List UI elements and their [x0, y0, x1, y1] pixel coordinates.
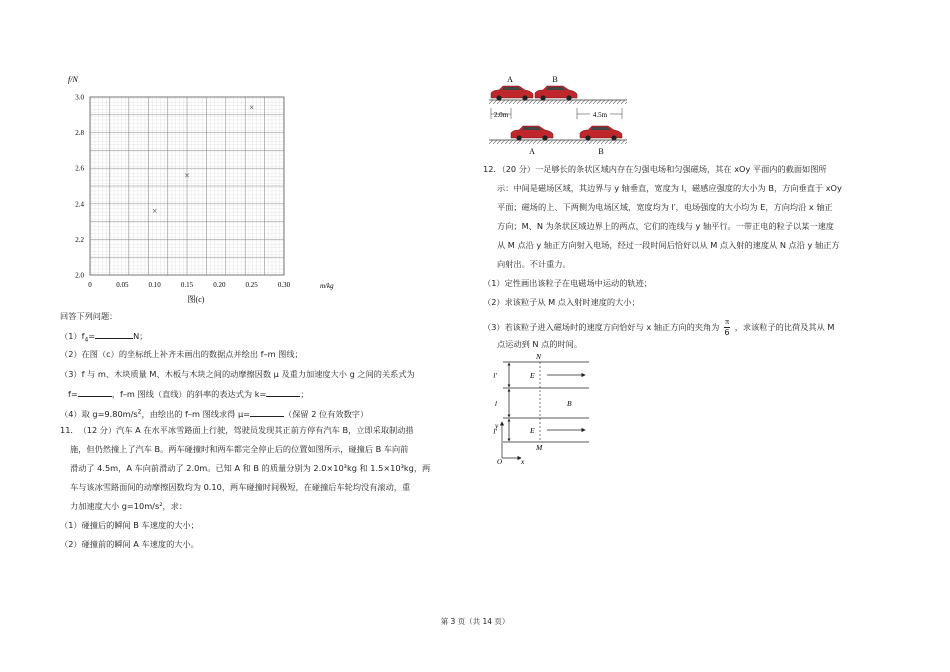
- car-b-bottom: [580, 126, 622, 141]
- fraction-numerator: π: [724, 317, 730, 326]
- y-tick-label: 3.0: [75, 93, 84, 102]
- dist-b-label: 4.5m: [592, 111, 608, 119]
- y-tick-label: 2.2: [75, 235, 84, 244]
- b-label: B: [567, 399, 572, 408]
- car-b-top: [535, 86, 577, 101]
- car-b-label: B: [552, 75, 558, 84]
- q10-part1-prefix: （1）f: [60, 331, 85, 341]
- q10-part2: （2）在图（c）的坐标纸上补齐未画出的数据点并绘出 f–m 图线；: [60, 349, 303, 359]
- car-a-top: [491, 86, 533, 101]
- answer-blank[interactable]: [250, 408, 284, 417]
- q12-sub3-line2: 点运动到 N 点的时间。: [497, 339, 583, 349]
- x-tick-label: 0.20: [213, 281, 226, 289]
- car-a-label: A: [507, 75, 513, 84]
- q10-part1: [60, 330, 147, 344]
- q12-line: 示：中间是磁场区域，其边界与 y 轴垂直，宽度为 l，磁感应强度的大小为 B，方向垂直于 xOy: [497, 183, 842, 193]
- answer-blank[interactable]: [266, 388, 300, 397]
- fraction-denominator: 6: [724, 326, 730, 337]
- x-tick-label: 0: [88, 281, 92, 289]
- q11-line: 11． （12 分）汽车 A 在水平冰雪路面上行驶，驾驶员发现其正前方停有汽车 B，立即采取制动措: [60, 425, 414, 435]
- graph-caption: 图(c): [187, 295, 205, 304]
- q11-line: 滑动了 4.5m，A 车向前滑动了 2.0m。已知 A 和 B 的质量分别为 2.0×10³kg 和 1.5×10³kg，两: [70, 463, 431, 473]
- q12-sub3: [483, 317, 834, 338]
- x-axis-label: x: [521, 457, 525, 465]
- q12-line: 向射出。不计重力。: [497, 259, 571, 269]
- q12-line: 方向；M、N 为条状区域边界上的两点，它们的连线与 y 轴平行。一带正电的粒子以某一速度: [497, 221, 834, 231]
- dist-a-label: 2.0m: [493, 111, 509, 119]
- point-n-label: N: [536, 352, 542, 361]
- f-m-graph: [60, 70, 360, 310]
- l-label: l: [494, 399, 497, 408]
- cars-figure: [485, 72, 630, 157]
- q10-part3-line1: （3）f 与 m、木块质量 M、木板与木块之间的动摩擦因数 μ 及重力加速度大小 g 之间的关系式为: [60, 369, 415, 379]
- q10-part3-a: f=: [68, 389, 78, 399]
- x-tick-label: 0.15: [180, 281, 194, 289]
- y-tick-label: 2.0: [75, 271, 84, 280]
- q11-line: 车与该冰雪路面间的动摩擦因数均为 0.10，两车碰撞时间极短，在碰撞后车轮均没有滚动，重: [70, 482, 411, 492]
- q12-sub3-b: ，求该粒子的比荷及其从 M: [734, 321, 835, 332]
- q12-line: 平面；磁场的上、下两侧为电场区域，宽度均为 l′，电场强度的大小均为 E，方向均沿 x 轴正: [497, 202, 833, 212]
- data-point: ×: [152, 205, 158, 216]
- answer-blank[interactable]: [78, 388, 112, 397]
- data-point: ×: [249, 102, 255, 113]
- q10-part1-sub: 4: [84, 336, 89, 344]
- q10-intro: 回答下列问题：: [60, 311, 118, 321]
- x-tick-label: 0.25: [245, 281, 258, 289]
- q10-part4: [60, 408, 368, 420]
- answer-blank[interactable]: [95, 330, 133, 339]
- q12-sub1: （1）定性画出该粒子在电磁场中运动的轨迹；: [483, 278, 652, 288]
- y-tick-label: 2.6: [75, 164, 84, 173]
- x-tick-label: 0.05: [116, 281, 129, 289]
- q12-line: 从 M 点沿 y 轴正方向射入电场，经过一段时间后恰好以从 M 点入射的速度从 N 点沿 y 轴正方: [497, 240, 840, 250]
- l-prime-top-label: l′: [493, 371, 497, 380]
- y-tick-label: 2.8: [75, 129, 84, 138]
- l-prime-bottom-label: l′: [493, 427, 497, 436]
- car-a-label-bottom: A: [529, 147, 535, 156]
- e-top-label: E: [530, 371, 535, 380]
- x-tick-label: 0.30: [277, 281, 291, 289]
- car-a-bottom: [511, 126, 553, 141]
- fraction: [724, 317, 730, 338]
- q10-part1-suffix: N；: [133, 331, 148, 341]
- origin-label: O: [497, 458, 503, 465]
- page-footer: 第 3 页（共 14 页）: [440, 617, 510, 626]
- q10-part3-line2: [68, 388, 309, 400]
- q11-line: 施，但仍然撞上了汽车 B。两车碰撞时和两车都完全停止后的位置如图所示，碰撞后 B 车向前: [70, 444, 409, 454]
- q12-line: 12．（20 分）一足够长的条状区域内存在匀强电场和匀强磁场，其在 xOy 平面内的截面如图所: [483, 164, 827, 174]
- car-b-label-bottom: B: [598, 147, 604, 156]
- data-point: ×: [184, 170, 190, 181]
- q11-line: 力加速度大小 g=10m/s²，求：: [70, 501, 188, 511]
- point-m-label: M: [536, 443, 543, 452]
- e-bottom-label: E: [530, 426, 535, 435]
- q10-part4-b: ，由绘出的 f–m 图线求得 μ=: [141, 409, 251, 419]
- field-diagram: [485, 350, 595, 465]
- q10-part4-sup: 2: [137, 408, 142, 416]
- y-axis-label: y: [495, 421, 499, 430]
- q11-sub1: （1）碰撞后的瞬间 B 车速度的大小；: [60, 520, 199, 530]
- q12-sub2: （2）求该粒子从 M 点入射时速度的大小；: [483, 297, 640, 307]
- x-axis-label: m/kg: [320, 282, 334, 290]
- x-tick-label: 0.10: [148, 281, 161, 289]
- q10-part4-c: （保留 2 位有效数字）: [284, 409, 369, 419]
- q11-sub2: （2）碰撞前的瞬间 A 车速度的大小。: [60, 539, 199, 549]
- q10-part4-a: （4）取 g=9.80m/s: [60, 409, 138, 419]
- q12-sub3-a: （3）若该粒子进入磁场时的速度方向恰好与 x 轴正方向的夹角为: [483, 321, 720, 332]
- q10-part1-eq: =: [88, 331, 96, 341]
- q10-part3-b: ，f–m 图线（直线）的斜率的表达式为 k=: [111, 389, 267, 399]
- y-tick-label: 2.4: [75, 200, 84, 209]
- y-axis-label: f/N: [68, 75, 78, 84]
- q10-part3-c: ；: [300, 389, 309, 399]
